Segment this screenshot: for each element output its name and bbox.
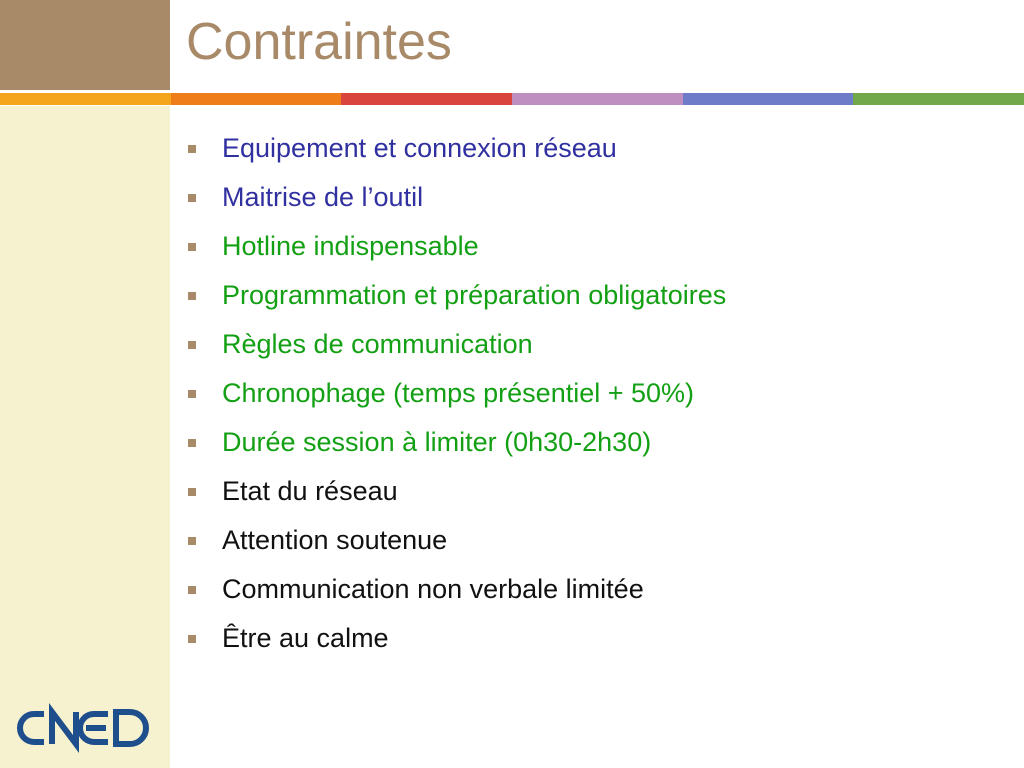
list-item-text: Chronophage (temps présentiel + 50%) <box>222 378 695 408</box>
list-item <box>188 565 726 614</box>
list-item <box>188 614 726 663</box>
square-bullet-icon <box>188 194 196 202</box>
list-item <box>188 124 726 173</box>
square-bullet-icon <box>188 341 196 349</box>
square-bullet-icon <box>188 586 196 594</box>
square-bullet-icon <box>188 488 196 496</box>
list-item-text: Etat du réseau <box>222 476 398 506</box>
list-item-text: Equipement et connexion réseau <box>222 133 617 163</box>
list-item <box>188 271 726 320</box>
square-bullet-icon <box>188 292 196 300</box>
stripe-segment-6 <box>853 93 1024 105</box>
header-corner-block <box>0 0 170 90</box>
cned-logo-letters <box>20 712 146 744</box>
square-bullet-icon <box>188 537 196 545</box>
stripe-segment-3 <box>341 93 512 105</box>
list-item-text: Attention soutenue <box>222 525 448 555</box>
slide-title: Contraintes <box>186 13 452 71</box>
list-item-text: Hotline indispensable <box>222 231 479 261</box>
square-bullet-icon <box>188 145 196 153</box>
list-item-text: Règles de communication <box>222 329 533 359</box>
square-bullet-icon <box>188 439 196 447</box>
list-item <box>188 222 726 271</box>
list-item-text: Programmation et préparation obligatoires <box>222 280 727 310</box>
list-item-text: Maitrise de l’outil <box>222 182 424 212</box>
list-item-text: Communication non verbale limitée <box>222 574 644 604</box>
list-item-text: Durée session à limiter (0h30-2h30) <box>222 427 652 457</box>
stripe-segment-1 <box>0 93 171 105</box>
list-item <box>188 173 726 222</box>
list-item <box>188 467 726 516</box>
color-stripe <box>0 93 1024 105</box>
stripe-segment-2 <box>171 93 342 105</box>
list-item <box>188 418 726 467</box>
left-sidebar <box>0 106 170 768</box>
list-item <box>188 320 726 369</box>
stripe-segment-4 <box>512 93 683 105</box>
list-item <box>188 516 726 565</box>
cned-logo <box>14 702 156 754</box>
square-bullet-icon <box>188 635 196 643</box>
list-item-text: Être au calme <box>222 623 389 653</box>
list-item <box>188 369 726 418</box>
square-bullet-icon <box>188 390 196 398</box>
square-bullet-icon <box>188 243 196 251</box>
stripe-segment-5 <box>683 93 854 105</box>
bullet-list <box>188 124 726 663</box>
